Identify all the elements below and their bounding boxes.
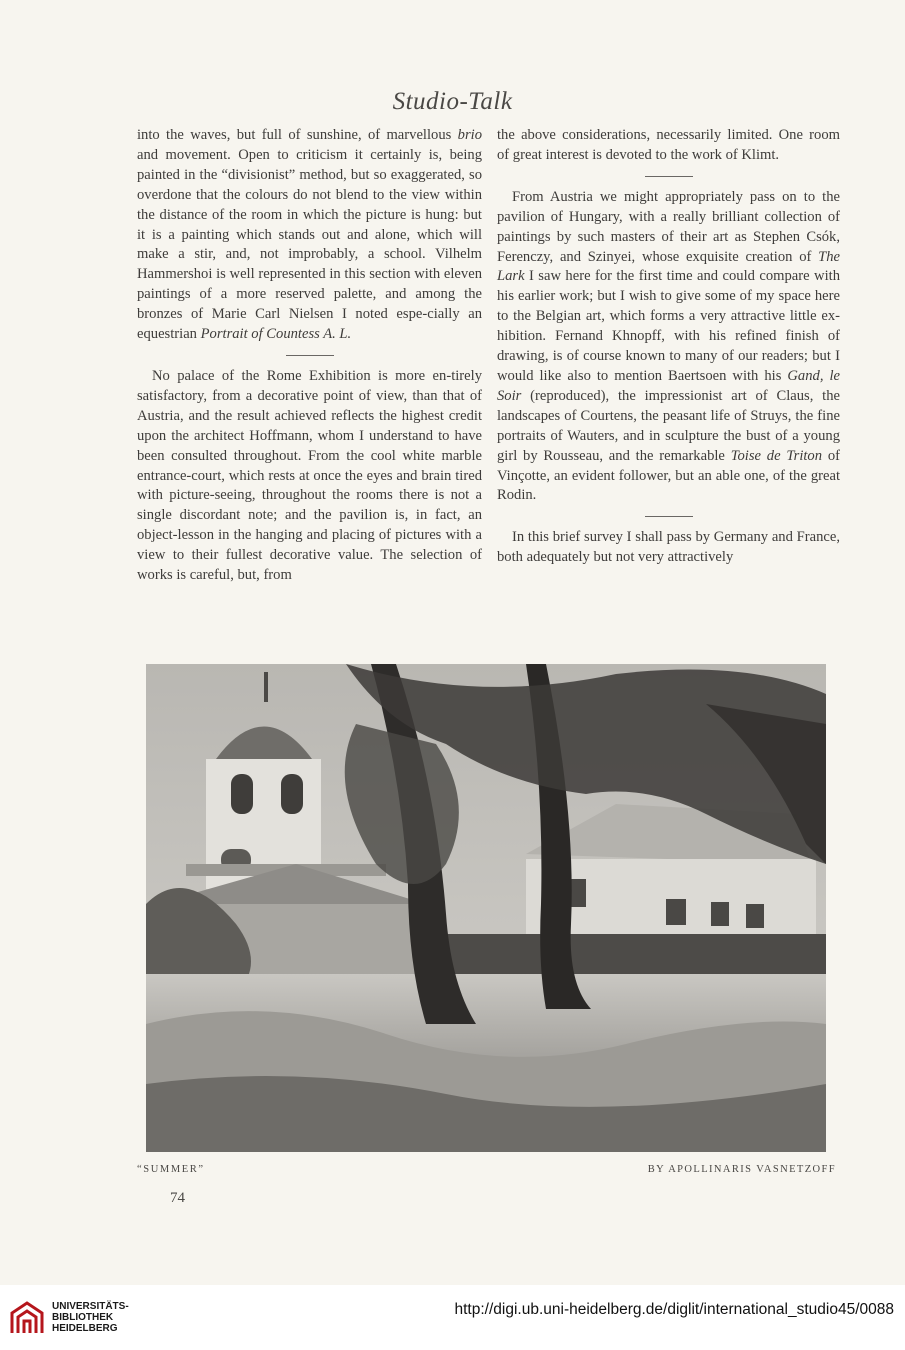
left-paragraph-2: No palace of the Rome Exhibition is more en-tirely satisfactory, from a decorative point of view, than that of Austria, and the result achieved reflects the highest credit upon the architect Hoffmann, whom I understand to have been consulted throughout. From the cool white marble entrance-court, which rests at once the eyes and brain tired with picture-seeing, throughout the rooms there is not a single discordant note; and the pavilion is, in fact, an object-lesson in the hanging and placing of pictures with a view to their fullest decorative value. The selection of works is careful, but, from: [137, 367, 482, 584]
right-paragraph-3: In this brief survey I shall pass by Germany and France, both adequately but not very attractively: [497, 529, 840, 566]
figure-caption-title: “SUMMER”: [137, 1164, 205, 1175]
library-logo-icon: [8, 1299, 46, 1337]
painting-reproduction: [146, 664, 826, 1152]
right-paragraph-2: From Austria we might appropriately pass on to the pavilion of Hungary, with a really brilliant collection of paintings by such masters of their art as Stephen Csók, Ferenczy, and Szinyei, whose exquisite creation of The Lark I saw here for the first time and could compare with his earlier work; but I wish to give some of my space here to the Belgian art, which forms a very attractive little ex-hibition. Fernand Khnopff, with his refined finish of drawing, is of course known to many of our readers; but I would like also to mention Baertsoen with his Gand, le Soir (reproduced), the impressionist art of Claus, the landscapes of Courtens, the peasant life of Struys, the fine portraits of Wauters, and in sculpture the bust of a young girl by Rousseau, and the remarkable Toise de Triton of Vinçotte, an evident follower, but an able one, of the great Rodin.: [497, 188, 840, 504]
running-header: Studio-Talk: [392, 88, 513, 115]
library-name: UNIVERSITÄTS- BIBLIOTHEK HEIDELBERG: [52, 1301, 129, 1334]
section-divider: [286, 355, 334, 356]
section-divider: [645, 176, 693, 177]
painting-illustration: [146, 664, 826, 1152]
figure-caption-credit: BY APOLLINARIS VASNETZOFF: [647, 1164, 836, 1175]
section-divider: [645, 516, 693, 517]
page-number: 74: [170, 1190, 185, 1206]
source-url-link[interactable]: http://digi.ub.uni-heidelberg.de/diglit/international_studio45/0088: [454, 1301, 894, 1318]
right-paragraph-1: the above considerations, necessarily limited. One room of great interest is devoted to the work of Klimt.: [497, 127, 840, 163]
left-column: [137, 126, 482, 586]
right-column: [497, 126, 840, 568]
left-paragraph-1: into the waves, but full of sunshine, of marvellous brio and movement. Open to criticism it certainly is, being painted in the “divisionist” method, but so exaggerated, so overdone that the colours do not blend to the view within the distance of the room in which the picture is hung: but it is a painting which stands out and alone, which will make a stir, and, not improbably, a school. Vilhelm Hammershoi is well represented in this section with eleven paintings of a more reserved palette, and among the bronzes of Marie Carl Nielsen I noted espe-cially an equestrian Portrait of Countess A. L.: [137, 127, 482, 343]
library-footer: [0, 1285, 905, 1350]
